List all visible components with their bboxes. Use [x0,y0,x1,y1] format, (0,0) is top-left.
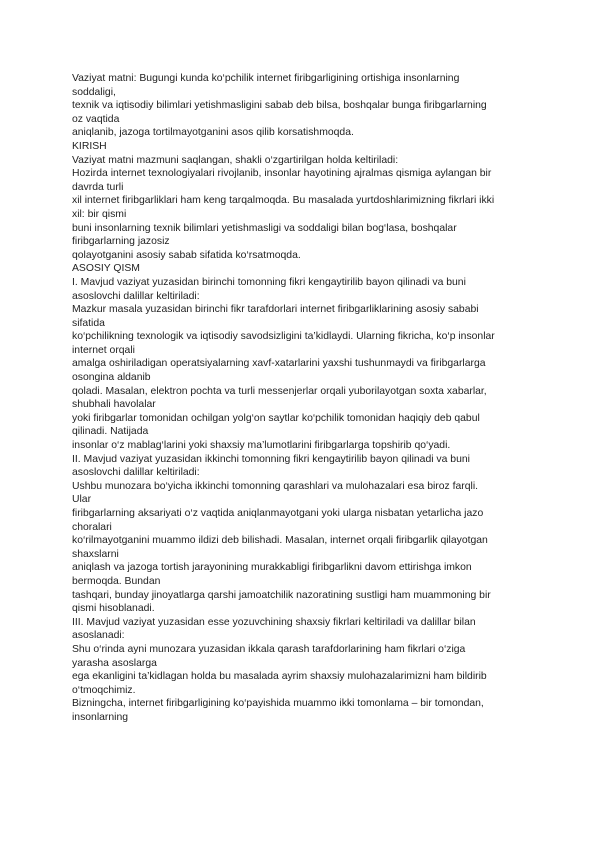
section-one-line-10: shubhali havolalar [72,399,156,411]
heading-kirish: KIRISH [72,140,107,152]
section-three-line-5: ega ekanligini ta’kidlagan holda bu masalada ayrim shaxsiy mulohazalarimizni ham bildirib [72,671,487,683]
section-one-line-9: qoladi. Masalan, elektron pochta va turli messenjerlar orqali yuborilayotgan soxta xabarlar, [72,385,487,397]
section-three-line-3: Shu o‘rinda ayni munozara yuzasidan ikkala qarash tarafdorlarining ham fikrlari o‘ziga [72,643,466,655]
section-two-line-12: qismi hisoblanadi. [72,603,155,615]
section-one-line-8: osongina aldanib [72,372,151,384]
section-one-line-7: amalga oshiriladigan operatsiyalarning xavf-xatarlarini yaxshi tushunmaydi va firibgarlarga [72,358,486,370]
section-two-line-1: II. Mavjud vaziyat yuzasidan ikkinchi tomonning fikri kengaytirilib bayon qilinadi va buni [72,453,470,465]
kirish-line-7: firibgarlarning jazosiz [72,236,170,248]
section-one-line-5: ko‘pchilikning texnologik va iqtisodiy savodsizligini ta’kidlaydi. Ularning fikricha, ko‘p insonlar [72,331,495,343]
section-two-line-6: choralari [72,521,112,533]
section-one-line-2: asoslovchi dalillar keltiriladi: [72,290,200,302]
kirish-line-6: buni insonlarning texnik bilimlari yetishmasligi va soddaligi bilan bog‘lasa, boshqalar [72,222,457,234]
intro-line-3: texnik va iqtisodiy bilimlari yetishmasligini sabab deb bilsa, boshqalar bunga firibgarlarning [72,100,487,112]
section-two-line-5: firibgarlarning aksariyati o‘z vaqtida aniqlanmayotgani yoki ularga nisbatan yetarlicha jazo [72,508,484,519]
section-one-line-3: Mazkur masala yuzasidan birinchi fikr tarafdorlari internet firibgarliklarining asosiy sababi [72,304,479,316]
section-one-line-11: yoki firibgarlar tomonidan ochilgan yolg‘on saytlar ko‘pchilik tomonidan haqiqiy deb qabul [72,412,480,424]
section-three-line-8: insonlarning [72,711,129,723]
section-two-line-8: shaxslarni [72,548,119,560]
kirish-line-5: xil: bir qismi [72,208,127,220]
section-one-line-1: I. Mavjud vaziyat yuzasidan birinchi tomonning fikri kengaytirilib bayon qilinadi va buni [72,276,466,288]
kirish-line-2: Hozirda internet texnologiyalari rivojlanib, insonlar hayotining ajralmas qismiga aylangan bir [72,168,492,180]
kirish-line-3: davrda turli [72,181,124,193]
section-two-line-7: ko‘rilmayotganini muammo ildizi deb bilishadi. Masalan, internet orqali firibgarlik qilayotgan [72,535,488,547]
section-three-line-4: yarasha asoslarga [72,657,157,669]
intro-line-1: Vaziyat matni: Bugungi kunda ko‘pchilik internet firibgarligining ortishiga insonlarning [72,73,460,84]
section-two-line-11: tashqari, bunday jinoyatlarga qarshi jamoatchilik nazoratining sustligi ham muammoning bir [72,589,491,601]
intro-line-2: soddaligi, [72,86,116,98]
section-two-line-9: aniqlash va jazoga tortish jarayonining murakkabligi firibgarlikni davom ettirishga imkon [72,562,472,574]
section-two-line-3: Ushbu munozara bo‘yicha ikkinchi tomonning qarashlari va mulohazalari esa biroz farqli. [72,480,479,492]
section-two-line-2: asoslovchi dalillar keltiriladi: [72,467,200,479]
section-three-line-7: Bizningcha, internet firibgarligining ko‘payishida muammo ikki tomonlama – bir tomondan, [72,698,484,710]
section-two-line-10: bermoqda. Bundan [72,575,161,587]
section-three-line-1: III. Mavjud vaziyat yuzasidan esse yozuvchining shaxsiy fikrlari keltiriladi va dalillar bilan [72,616,476,628]
section-one-line-6: internet orqali [72,344,135,356]
kirish-line-1: Vaziyat matni mazmuni saqlangan, shakli o‘zgartirilgan holda keltiriladi: [72,154,399,166]
heading-asosiy-qism: ASOSIY QISM [72,263,140,275]
section-one-line-4: sifatida [72,317,105,329]
section-one-line-13: insonlar o‘z mablag‘larini yoki shaxsiy ma’lumotlarini firibgarlarga topshirib qo‘yadi. [72,440,451,452]
document-page [72,72,532,725]
section-one-line-12: qilinadi. Natijada [72,426,149,438]
section-three-line-6: o‘tmoqchimiz. [72,684,136,696]
intro-line-5: aniqlanib, jazoga tortilmayotganini asos qilib korsatishmoqda. [72,127,354,139]
kirish-line-4: xil internet firibgarliklari ham keng tarqalmoqda. Bu masalada yurtdoshlarimizning fikrlari ikki [72,195,495,207]
section-three-line-2: asoslanadi: [72,630,125,642]
section-two-line-4: Ular [72,494,92,506]
intro-line-4: oz vaqtida [72,113,120,125]
kirish-line-8: qolayotganini asosiy sabab sifatida ko‘rsatmoqda. [72,249,301,261]
